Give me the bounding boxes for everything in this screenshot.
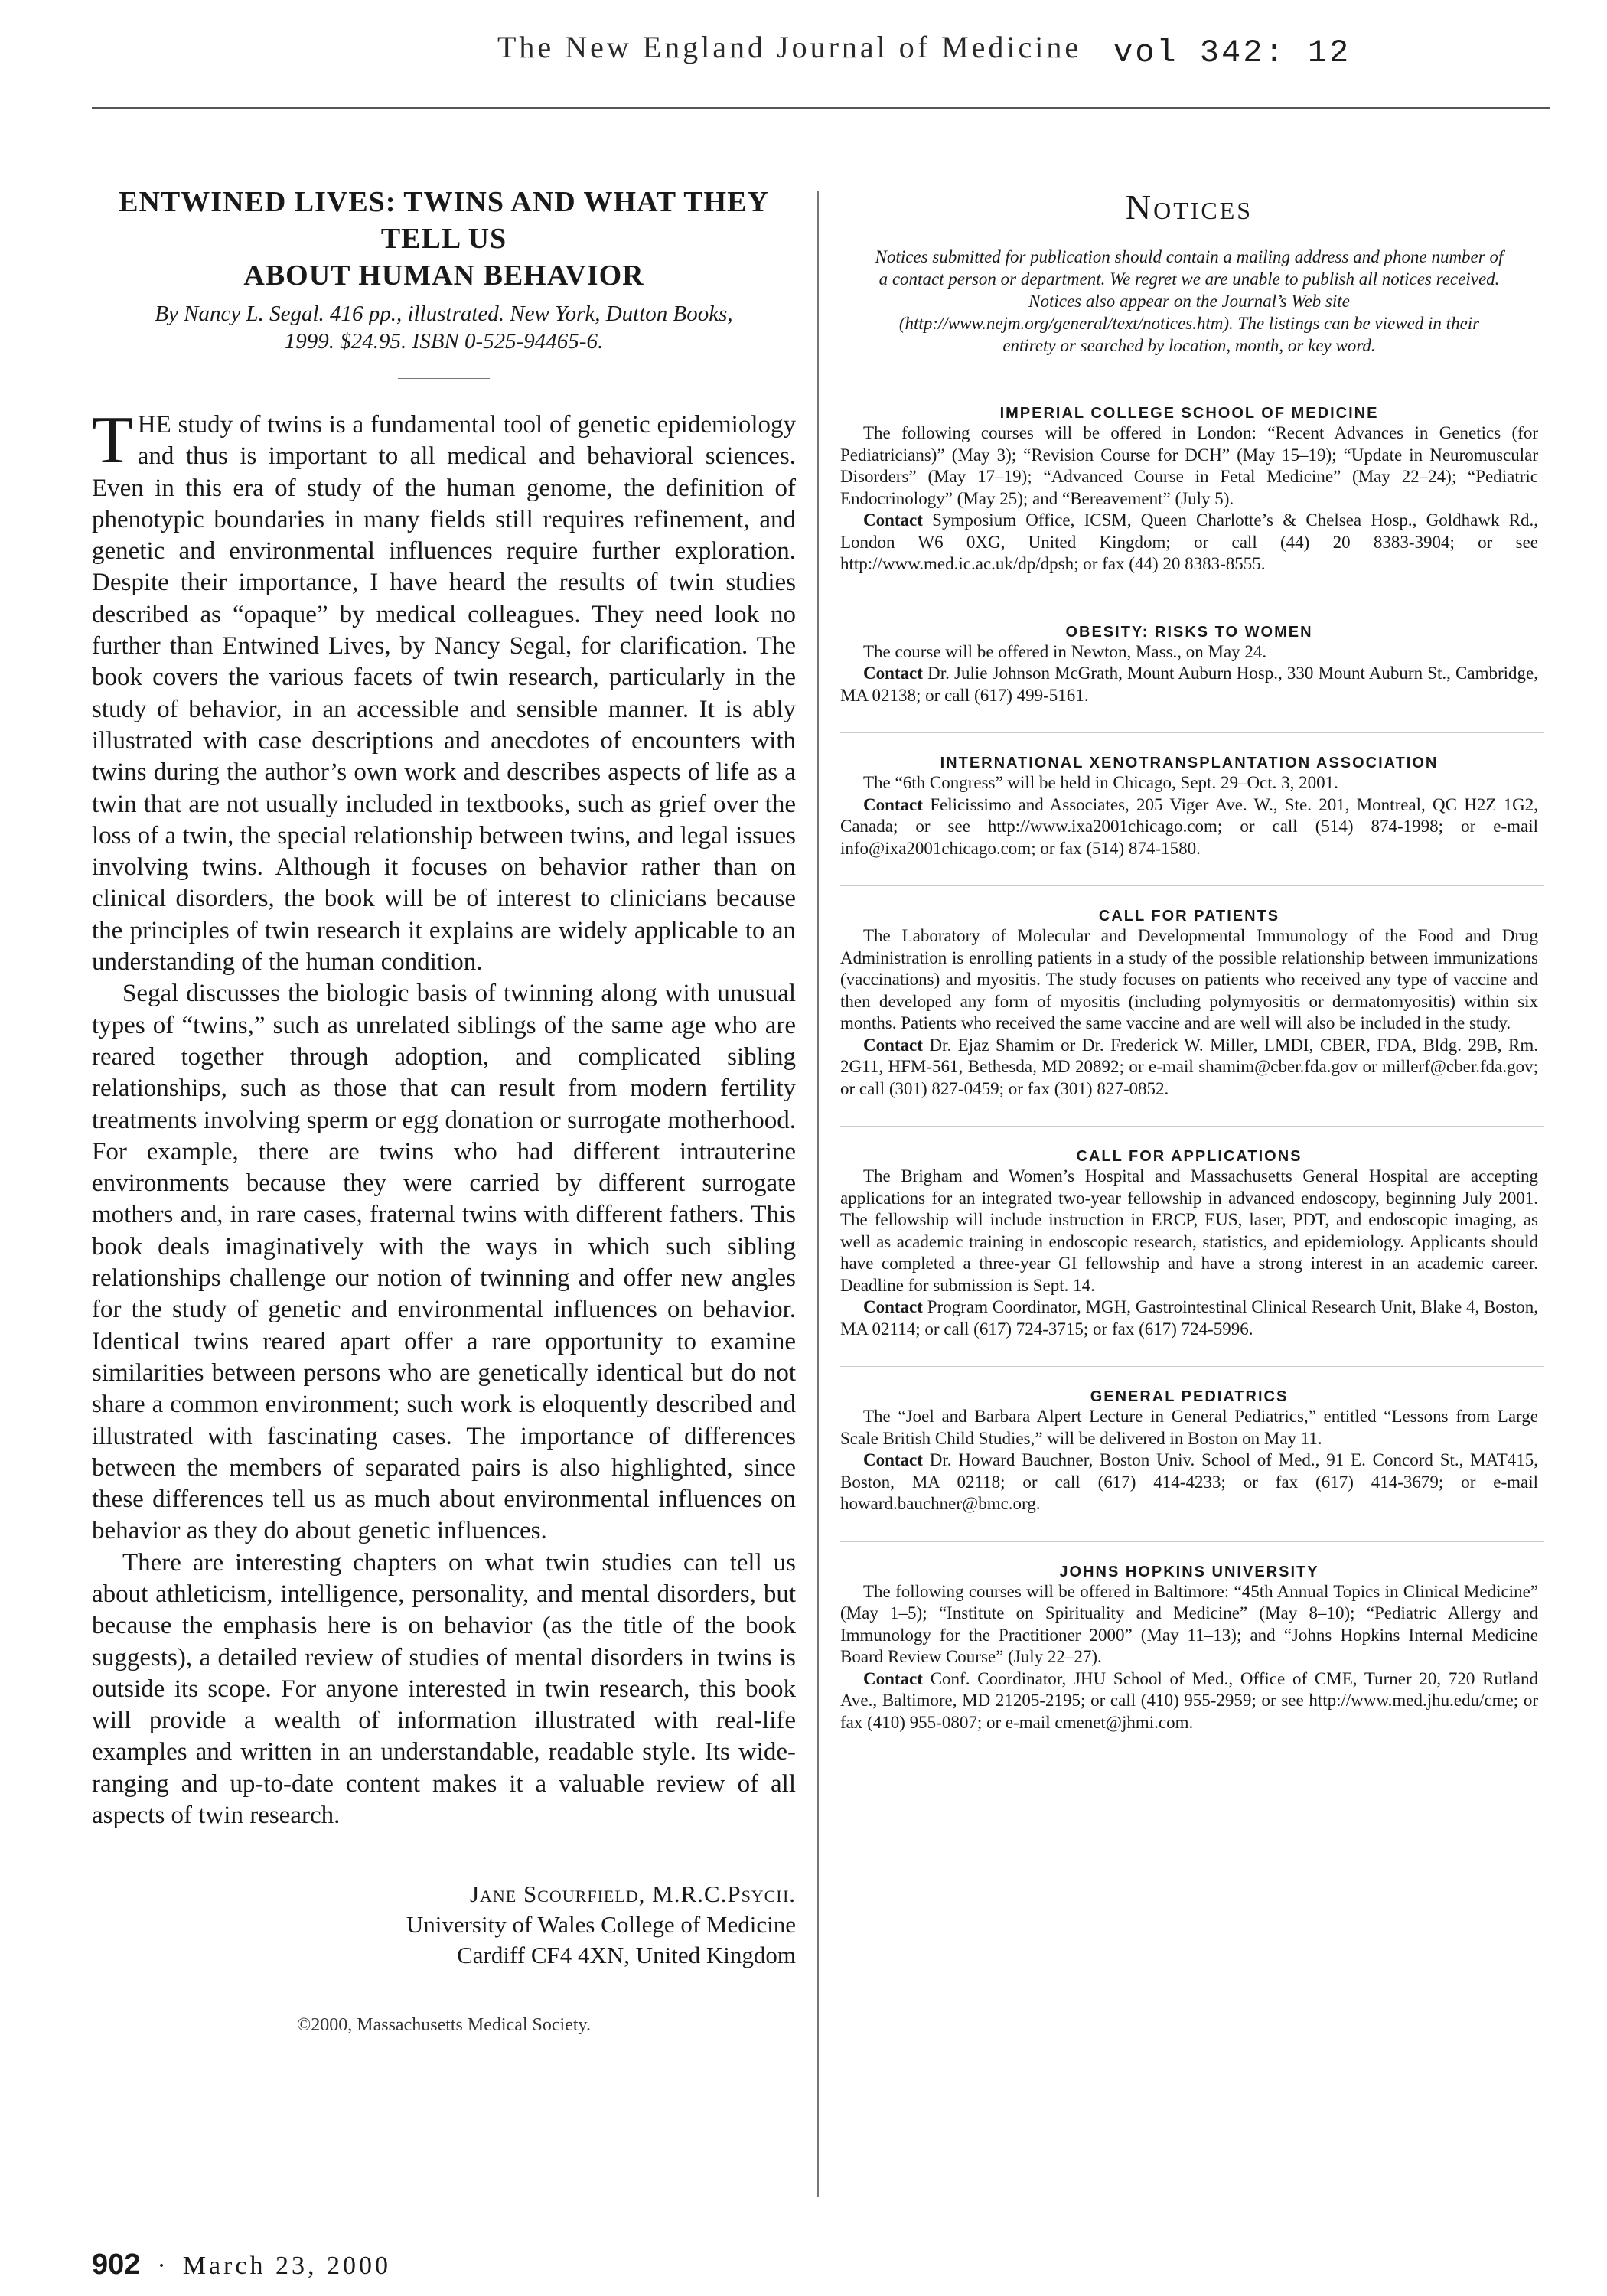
contact-label: Contact: [863, 794, 923, 814]
page-footer: [92, 2249, 391, 2281]
column-divider: [817, 191, 819, 2197]
issue-date: March 23, 2000: [182, 2252, 391, 2280]
contact-details: Dr. Julie Johnson McGrath, Mount Auburn Hosp., 330 Mount Auburn St., Cambridge, MA 02138; or call (617) 499-5161.: [840, 664, 1538, 705]
notice-contact: [840, 1450, 1538, 1515]
review-title-line-1: ENTWINED LIVES: TWINS AND WHAT THEY TELL US: [119, 186, 769, 255]
notices-heading: Notices: [1125, 188, 1253, 227]
notice-item: [840, 1564, 1538, 1734]
notice-list: [840, 383, 1538, 1733]
notice-item: [840, 1148, 1538, 1340]
journal-title: The New England Journal of Medicine: [497, 30, 1082, 64]
volume-number: vol 342: 12: [1113, 34, 1351, 71]
notice-contact: [840, 663, 1538, 706]
contact-details: Conf. Coordinator, JHU School of Med., Office of CME, Turner 20, 720 Rutland Ave., Baltimore, MD 21205-2195; or call (410) 955-2959; or see http://www.med.jhu.edu/cme; or fax (410) 955-0807; or e-mail cmenet@jhmi.com.: [840, 1668, 1538, 1732]
contact-details: Dr. Ejaz Shamim or Dr. Frederick W. Miller, LMDI, CBER, FDA, Bldg. 29B, Rm. 2G11, HFM-561, Bethesda, MD 20892; or e-mail shamim@cber.fda.gov or millerf@cber.fda.gov; or call (301) 827-0459; or fax (301) 827-0852.: [840, 1035, 1539, 1098]
contact-details: Program Coordinator, MGH, Gastrointestinal Clinical Research Unit, Blake 4, Boston, MA 02114; or call (617) 724-3715; or fax (617) 724-5996.: [840, 1297, 1538, 1339]
reviewer-name: Jane Scourfield, M.R.C.Psych.: [469, 1880, 796, 1908]
notice-body: The following courses will be offered in London: “Recent Advances in Genetics (for Pediatricians)” (May 3); “Revision Course for DCH” (May 15–19); “Update in Neuromuscular Disorders” (May 17–19); “Advanced Course in Fetal Medicine” (May 22–24); “Pediatric Endocrinology” (May 25); and “Bereavement” (July 5).: [840, 423, 1538, 508]
review-title: [92, 184, 796, 294]
citation-line-2: 1999. $24.95. ISBN 0-525-94465-6.: [284, 329, 604, 354]
contact-label: Contact: [863, 1297, 923, 1316]
header-rule: [92, 107, 1550, 109]
drop-cap: T: [92, 403, 133, 478]
notice-title: GENERAL PEDIATRICS: [1090, 1388, 1289, 1405]
notice-item: [840, 908, 1538, 1100]
notice-separator: [840, 1366, 1544, 1367]
notice-contact: [840, 1668, 1538, 1734]
contact-label: Contact: [863, 1668, 923, 1688]
reviewer-affiliation: University of Wales College of Medicine: [406, 1911, 796, 1939]
notice-separator: [840, 1126, 1544, 1127]
notices-intro: Notices submitted for publication should contain a mailing address and phone number of a contact person or department. We regret we are unable to publish all notices received. Notices also appear on the Journal’s Web site (http://www.nejm.org/general/text/notices.htm). The listings can be viewed in their entirety or searched by location, month, or key word.: [875, 247, 1504, 355]
notice-contact: [840, 510, 1538, 576]
notice-body: The Laboratory of Molecular and Developmental Immunology of the Food and Drug Administration is enrolling patients in a study of the possible relationship between immunizations (vaccinations) and myositis. The study focuses on patients who received any type of vaccine and then developed any form of myositis (including polymyositis or dermatomyositis) within six months. Patients who received the same vaccine and are well will also be included in the study.: [840, 926, 1538, 1032]
footer-separator: ·: [157, 2252, 166, 2280]
reviewer-address: Cardiff CF4 4XN, United Kingdom: [457, 1942, 796, 1969]
notice-contact: [840, 1035, 1538, 1101]
copyright-notice: ©2000, Massachusetts Medical Society.: [297, 2015, 591, 2036]
contact-label: Contact: [863, 664, 923, 683]
notice-title: OBESITY: RISKS TO WOMEN: [1065, 623, 1313, 641]
paragraph-1: THE study of twins is a fundamental tool of genetic epidemiology and thus is important to all medical and behavioral sciences. Even in this era of study of the human genome, the definition of phenotypic boundaries in many fields still requires refinement, and genetic and environmental influences require further exploration. Despite their importance, I have heard the results of twin studies described as “opaque” by medical colleagues. They need look no further than Entwined Lives, by Nancy Segal, for clarification. The book covers the various facets of twin research, particularly in the study of behavior, in an accessible and sensible manner. It is ably illustrated with case descriptions and anecdotes of encounters with twins during the author’s own work and describes aspects of life as a twin that are not usually included in textbooks, such as grief over the loss of a twin, the special relationship between twins, and legal issues involving twins. Although it focuses on behavior rather than on clinical disorders, the book will be of interest to clinicians because the principles of twin research it explains are widely applicable to an understanding of the human condition.: [92, 403, 796, 977]
notice-title: INTERNATIONAL XENOTRANSPLANTATION ASSOCIATION: [940, 755, 1439, 771]
notice-body: The “6th Congress” will be held in Chicago, Sept. 29–Oct. 3, 2001.: [863, 773, 1338, 792]
contact-label: Contact: [863, 510, 923, 530]
contact-details: Dr. Howard Bauchner, Boston Univ. School of Med., 91 E. Concord St., MAT415, Boston, MA 02118; or call (617) 414-4233; or fax (617) 414-3679; or e-mail howard.bauchner@bmc.org.: [840, 1450, 1538, 1513]
review-body: [92, 403, 796, 1831]
paragraph-3: There are interesting chapters on what twin studies can tell us about athleticism, intelligence, personality, and mental disorders, but because the emphasis here is on behavior (as the title of the book suggests), a detailed review of studies of mental disorders in twins is outside its scope. For anyone interested in twin research, this book will provide a wealth of information illustrated with real-life examples and written in an understandable, readable style. Its wide-ranging and up-to-date content makes it a valuable review of all aspects of twin research.: [92, 1548, 796, 1830]
notices-column: [840, 184, 1538, 1733]
review-citation: [92, 300, 796, 355]
notice-title: CALL FOR APPLICATIONS: [1076, 1148, 1302, 1165]
contact-label: Contact: [863, 1450, 923, 1469]
notice-body: The course will be offered in Newton, Mass., on May 24.: [863, 641, 1267, 661]
contact-details: Felicissimo and Associates, 205 Viger Ave. W., Ste. 201, Montreal, QC H2Z 1G2, Canada; or see http://www.ixa2001chicago.com; or call (514) 874-1998; or e-mail info@ixa2001chicago.com; or fax (514) 874-1580.: [840, 794, 1538, 858]
review-title-line-2: ABOUT HUMAN BEHAVIOR: [243, 259, 644, 292]
running-header: [0, 0, 1607, 122]
notice-item: [840, 405, 1538, 576]
title-rule: [398, 378, 490, 379]
notice-item: [840, 1388, 1538, 1515]
notice-body: The following courses will be offered in Baltimore: “45th Annual Topics in Clinical Medicine” (May 1–5); “Institute on Spirituality and Medicine” (May 8–10); “Pediatric Allergy and Immunology for the Practitioner 2000” (May 11–13); and “Johns Hopkins Internal Medicine Board Review Course” (July 22–27).: [840, 1581, 1538, 1666]
notice-separator: [840, 1541, 1544, 1542]
notice-contact: [840, 1296, 1538, 1340]
citation-line-1: By Nancy L. Segal. 416 pp., illustrated. New York, Dutton Books,: [155, 302, 733, 326]
contact-details: Symposium Office, ICSM, Queen Charlotte’s & Chelsea Hosp., Goldhawk Rd., London W6 0XG, United Kingdom; or call (44) 20 8383-3904; or see http://www.med.ic.ac.uk/dp/dpsh; or fax (44) 20 8383-8555.: [840, 510, 1539, 573]
book-review: [92, 184, 796, 2036]
page-number: 902: [92, 2249, 141, 2281]
paragraph-2: Segal discusses the biologic basis of twinning along with unusual types of “twins,” such as unrelated siblings of the same age who are reared together through adoption, and complicated sibling relationships, such as those that can result from modern fertility treatments involving sperm or egg donation or surrogate motherhood. For example, there are twins who had different intrauterine environments because they were carried by different surrogate mothers and, in rare cases, fraternal twins with different fathers. This book deals imaginatively with the ways in which such sibling relationships challenge our notion of twinning and offer new angles for the study of genetic and environmental influences on behavior. Identical twins reared apart offer a rare opportunity to examine similarities between persons who are genetically identical but do not share a common environment; such work is eloquently described and illustrated with fascinating cases. The importance of differences between the members of separated pairs is also highlighted, since these differences tell us as much about environmental influences on behavior as they do about genetic influences.: [92, 980, 796, 1545]
notice-separator: [840, 732, 1544, 733]
notice-body: The “Joel and Barbara Alpert Lecture in General Pediatrics,” entitled “Lessons from Large Scale British Child Studies,” will be delivered in Boston on May 11.: [840, 1407, 1538, 1448]
notice-title: IMPERIAL COLLEGE SCHOOL OF MEDICINE: [999, 405, 1379, 422]
reviewer-signature: [92, 1879, 796, 1971]
contact-label: Contact: [863, 1035, 923, 1055]
notice-body: The Brigham and Women’s Hospital and Massachusetts General Hospital are accepting applications for an integrated two-year fellowship in advanced endoscopy, beginning July 2001. The fellowship will include instruction in ERCP, EUS, laser, PDT, and endoscopic imaging, as well as academic training in endoscopic research, statistics, and epidemiology. Applicants should have completed a three-year GI fellowship and have a strong interest in an academic career. Deadline for submission is Sept. 14.: [840, 1166, 1538, 1295]
notice-title: CALL FOR PATIENTS: [1098, 908, 1280, 925]
notice-item: [840, 755, 1538, 859]
notice-contact: [840, 794, 1538, 860]
notice-item: [840, 624, 1538, 707]
notice-separator: [840, 885, 1544, 886]
notice-title: JOHNS HOPKINS UNIVERSITY: [1059, 1563, 1319, 1580]
